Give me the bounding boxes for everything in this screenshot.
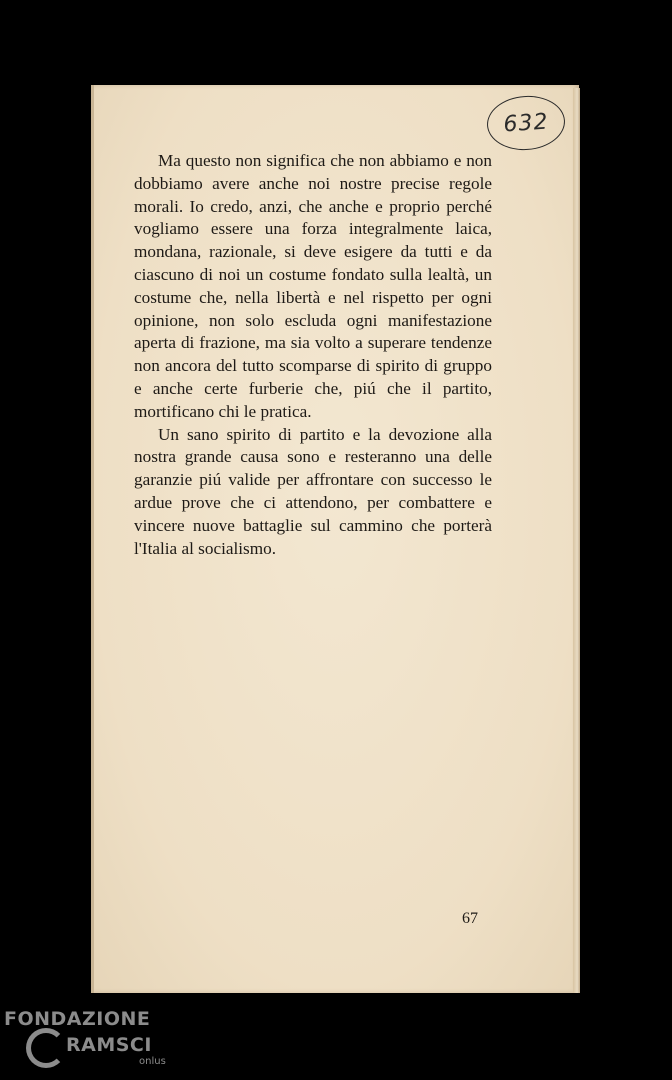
page-right-edge (573, 88, 580, 993)
logo-text-onlus: onlus (139, 1056, 166, 1067)
paragraph-2: Un sano spirito di partito e la devozione alla nostra grande causa sono e resteranno una delle garanzie piú valide per affrontare con successo le ardue prove che ci attendono, per combattere e vincere nuove battaglie sul cammino che porterà l'Italia al socialismo. (134, 424, 492, 558)
logo-text-gramsci: RAMSCI (66, 1034, 152, 1056)
paragraph-1: Ma questo non significa che non abbiamo e non dobbiamo avere anche noi nostre precise regole morali. Io credo, anzi, che anche e proprio perché vogliamo essere una forza integralmente laica, mondana, razionale, si deve esigere da tutti e da ciascuno di noi un costume fondato sulla lealtà, un costume che, nella libertà e nel rispetto per ogni opinione, non solo escluda ogni manifestazione aperta di frazione, ma sia volto a superare tendenze non ancora del tutto scomparse di spirito di gruppo e anche certe furberie che, piú che il partito, mortificano chi le pratica. (134, 151, 492, 421)
logo-text-fondazione: FONDAZIONE (4, 1008, 151, 1030)
logo-g-icon (26, 1028, 66, 1068)
annotation-number: 632 (502, 108, 550, 138)
body-text (134, 150, 492, 560)
page-left-edge (91, 85, 94, 993)
page-number: 67 (462, 910, 478, 927)
fondazione-gramsci-logo (4, 1008, 174, 1074)
